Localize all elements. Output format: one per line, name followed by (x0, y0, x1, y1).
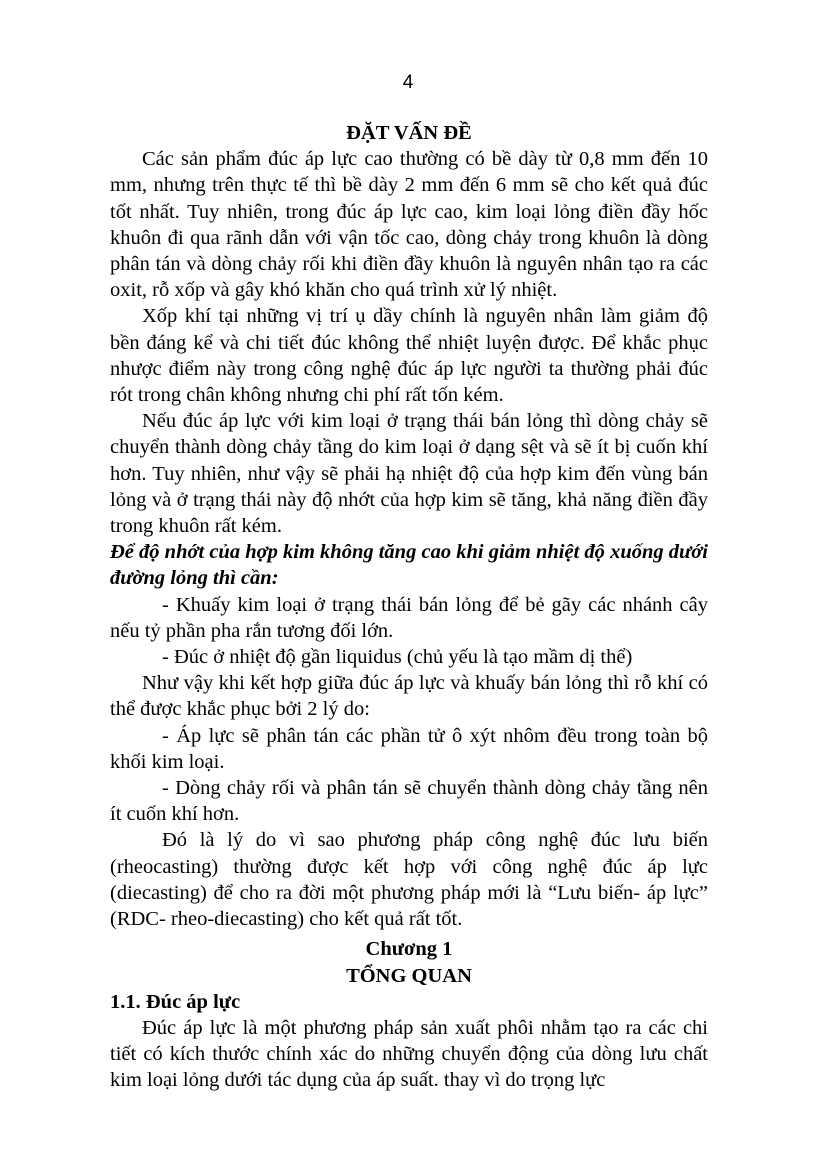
conclusion-paragraph: Đó là lý do vì sao phương pháp công nghệ đúc lưu biến (rheocasting) thường được kết hợp với công nghệ đúc áp lực (diecasting) để cho ra đời một phương pháp mới là “Lưu biến- áp lực” (RDC- rheo-diecasting) cho kết quả rất tốt. (110, 829, 708, 931)
chapter-label: Chương 1 (365, 938, 453, 961)
requirement-item: - Đúc ở nhiệt độ gần liquidus (chủ yếu là tạo mầm dị thể) (162, 646, 633, 669)
section-heading: 1.1. Đúc áp lực (110, 990, 241, 1013)
intro-heading: ĐẶT VẤN ĐỀ (346, 122, 472, 144)
emphasis-statement: Để độ nhớt của hợp kim không tăng cao khi giảm nhiệt độ xuống dưới đường lỏng thì cần: (110, 541, 708, 590)
intro-paragraph: Xốp khí tại những vị trí ụ dầy chính là nguyên nhân làm giảm độ bền đáng kể và chi tiết đúc không thể nhiệt luyện được. Để khắc phục nhược điểm này trong công nghệ đúc áp lực người ta thường phải đúc rót trong chân không nhưng chi phí rất tốn kém. (110, 305, 708, 407)
intro-paragraph: Nếu đúc áp lực với kim loại ở trạng thái bán lỏng thì dòng chảy sẽ chuyển thành dòng chảy tầng do kim loại ở dạng sệt và sẽ ít bị cuốn khí hơn. Tuy nhiên, như vậy sẽ phải hạ nhiệt độ của hợp kim đến vùng bán lỏng và ở trạng thái này độ nhớt của hợp kim sẽ tăng, khả năng điền đầy trong khuôn rất kém. (110, 410, 708, 538)
combination-intro: Như vậy khi kết hợp giữa đúc áp lực và khuấy bán lỏng thì rỗ khí có thể được khắc phục bởi 2 lý do: (110, 672, 708, 721)
page-number: 4 (402, 72, 414, 93)
chapter-title: TỔNG QUAN (346, 964, 472, 987)
reason-item: - Áp lực sẽ phân tán các phần tử ô xýt nhôm đều trong toàn bộ khối kim loại. (110, 724, 708, 773)
reason-item: - Dòng chảy rối và phân tán sẽ chuyển thành dòng chảy tầng nên ít cuốn khí hơn. (110, 777, 708, 826)
section-paragraph: Đúc áp lực là một phương pháp sản xuất phôi nhằm tạo ra các chi tiết có kích thước chính xác do những chuyển động của dòng lưu chất kim loại lỏng dưới tác dụng của áp suất. thay vì do trọng lực (110, 1016, 708, 1092)
intro-paragraph: Các sản phẩm đúc áp lực cao thường có bề dày từ 0,8 mm đến 10 mm, nhưng trên thực tế thì bề dày 2 mm đến 6 mm sẽ cho kết quả đúc tốt nhất. Tuy nhiên, trong đúc áp lực cao, kim loại lỏng điền đầy hốc khuôn đi qua rãnh dẫn với vận tốc cao, dòng chảy trong khuôn là dòng phân tán và dòng chảy rối khi điền đầy khuôn là nguyên nhân tạo ra các oxit, rỗ xốp và gây khó khăn cho quá trình xử lý nhiệt. (110, 148, 708, 302)
page-content (110, 120, 708, 1094)
requirement-item: - Khuấy kim loại ở trạng thái bán lỏng để bẻ gãy các nhánh cây nếu tỷ phần pha rắn tương đối lớn. (110, 593, 708, 642)
